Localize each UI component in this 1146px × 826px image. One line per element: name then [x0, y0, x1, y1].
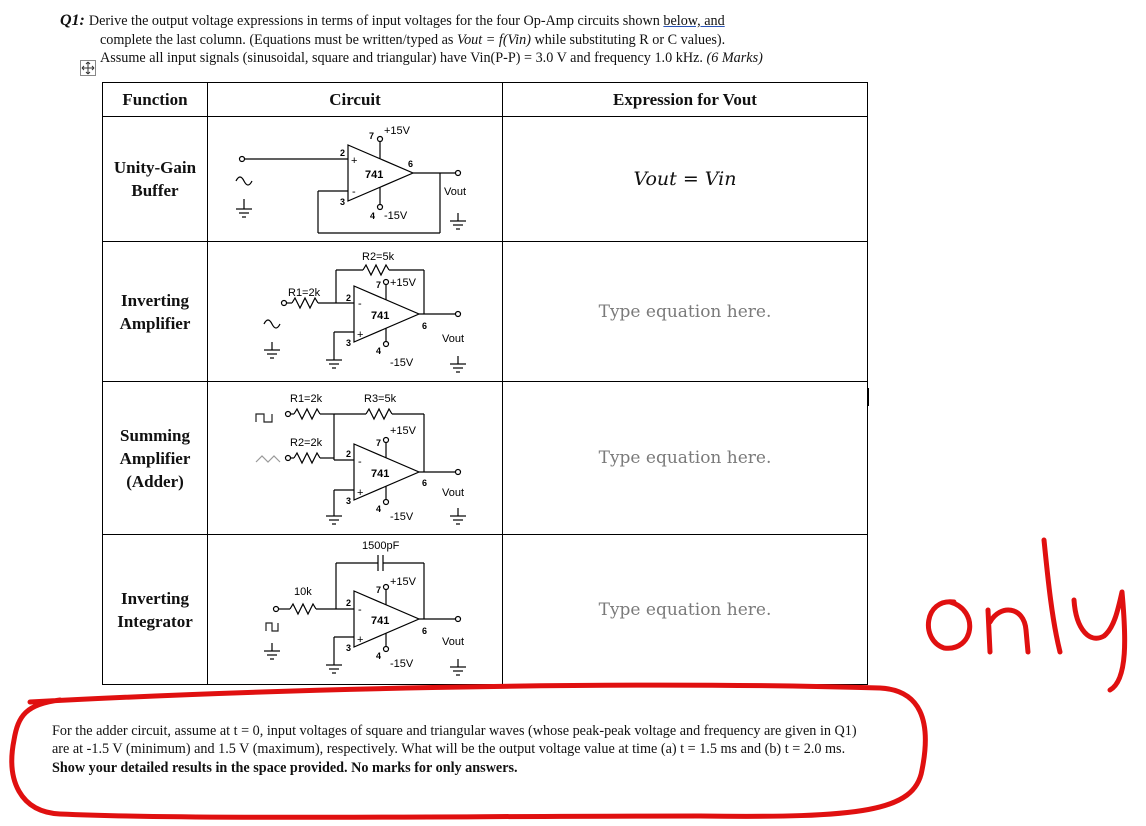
expression-equation[interactable]: Vout = Vin [633, 168, 737, 190]
pin-label: 7 [376, 585, 382, 595]
resistor-label: R1=2k [288, 287, 321, 299]
pin-label: 2 [340, 148, 346, 158]
header-function: Function [103, 83, 208, 117]
pin-label: 6 [408, 159, 414, 169]
question-formula: Vout = f(Vin) [456, 31, 531, 48]
header-expression: Expression for Vout [503, 83, 868, 117]
vneg-label: -15V [390, 658, 414, 670]
opamp-label: 741 [371, 615, 390, 627]
expression-cell[interactable] [503, 117, 868, 242]
opamp-label: 741 [365, 169, 384, 181]
minus-sign: - [358, 456, 362, 468]
vpos-label: +15V [384, 125, 410, 137]
pin-label: 6 [422, 478, 428, 488]
function-label: Inverting Amplifier [119, 290, 191, 333]
resistor-label: R2=2k [290, 437, 323, 449]
pin-label: 4 [376, 651, 382, 661]
circuit-cell [208, 535, 503, 685]
function-cell [103, 382, 208, 535]
move-arrows-icon [81, 61, 95, 75]
question-text-3: Assume all input signals (sinusoidal, square and triangular) have Vin(P-P) = 3.0 V and frequency 1.0 kHz. [100, 50, 703, 66]
resistor-label: R3=5k [364, 393, 397, 405]
question-link: below, and [663, 13, 725, 29]
note-text: For the adder circuit, assume at t = 0, input voltages of square and triangular waves (whose peak-peak voltage and frequency are given in Q1) are at -1.5 V (minimum) and 1.5 V (maximum), respectively. What will be the output voltage value at time (a) t = 1.5 ms and (b) t = 2.0 ms. [52, 723, 857, 758]
resistor-label: R2=5k [362, 251, 395, 263]
pin-label: 2 [346, 598, 352, 608]
equation-placeholder[interactable]: Type equation here. [598, 448, 772, 468]
pin-label: 3 [346, 496, 352, 506]
minus-sign: - [352, 186, 356, 198]
text-cursor [868, 388, 869, 406]
table-row [103, 242, 868, 382]
resistor-label: 10k [294, 586, 312, 598]
vpos-label: +15V [390, 425, 416, 437]
plus-sign: + [357, 634, 364, 646]
expression-cell[interactable] [503, 535, 868, 685]
header-circuit: Circuit [208, 83, 503, 117]
function-cell [103, 535, 208, 685]
question-line-1 [60, 12, 880, 31]
question-line-2 [60, 31, 880, 50]
plus-sign: + [351, 155, 358, 167]
question-label: Q1: [60, 12, 85, 29]
resistor-label: R1=2k [290, 393, 323, 405]
pin-label: 6 [422, 626, 428, 636]
plus-sign: + [357, 329, 364, 341]
function-cell [103, 242, 208, 382]
plus-sign: + [357, 487, 364, 499]
vpos-label: +15V [390, 576, 416, 588]
pin-label: 7 [376, 438, 382, 448]
question-marks: (6 Marks) [706, 50, 763, 66]
function-label: Unity-Gain Buffer [113, 158, 197, 200]
expression-cell[interactable] [503, 382, 868, 535]
vneg-label: -15V [390, 357, 414, 369]
pin-label: 2 [346, 293, 352, 303]
pin-label: 4 [370, 211, 376, 221]
pin-label: 4 [376, 346, 382, 356]
opamp-table [102, 82, 868, 685]
circuit-cell [208, 242, 503, 382]
vpos-label: +15V [390, 277, 416, 289]
minus-sign: - [358, 298, 362, 310]
pin-label: 4 [376, 504, 382, 514]
adder-note [52, 722, 874, 777]
handwritten-only [928, 540, 1124, 690]
circuit-cell [208, 117, 503, 242]
capacitor-label: 1500pF [362, 540, 400, 552]
question-text-2a: complete the last column. (Equations must be written/typed as [100, 31, 457, 48]
question-text-1: Derive the output voltage expressions in terms of input voltages for the four Op-Amp circuits shown [88, 13, 664, 29]
equation-placeholder[interactable]: Type equation here. [598, 301, 772, 322]
vneg-label: -15V [390, 511, 414, 523]
table-move-handle[interactable] [80, 60, 96, 76]
inverting-amplifier-circuit [208, 242, 502, 381]
vout-label: Vout [442, 333, 465, 345]
expression-cell[interactable] [503, 242, 868, 382]
pin-label: 7 [369, 131, 375, 141]
minus-sign: - [358, 604, 362, 616]
pin-label: 3 [346, 643, 352, 653]
note-bold-text: Show your detailed results in the space provided. No marks for only answers. [52, 759, 518, 776]
unity-buffer-circuit [208, 117, 502, 241]
vout-label: Vout [442, 636, 465, 648]
function-cell [103, 117, 208, 242]
function-label: Summing Amplifier (Adder) [119, 425, 191, 491]
question-header [60, 12, 880, 68]
summing-amplifier-circuit [208, 382, 502, 534]
table-row [103, 382, 868, 535]
pin-label: 3 [346, 338, 352, 348]
circuit-cell [208, 382, 503, 535]
opamp-label: 741 [371, 468, 390, 480]
opamp-label: 741 [371, 310, 390, 322]
pin-label: 3 [340, 197, 346, 207]
table-header-row [103, 83, 868, 117]
vout-label: Vout [442, 487, 465, 499]
table-row [103, 535, 868, 685]
equation-placeholder[interactable]: Type equation here. [598, 599, 772, 620]
vout-label: Vout [444, 186, 467, 198]
inverting-integrator-circuit [208, 535, 502, 684]
pin-label: 6 [422, 321, 428, 331]
pin-label: 2 [346, 449, 352, 459]
function-label: Inverting Integrator [117, 588, 193, 631]
question-text-2b: while substituting R or C values). [530, 31, 726, 48]
pin-label: 7 [376, 280, 382, 290]
question-line-3 [60, 49, 880, 68]
vneg-label: -15V [384, 210, 408, 222]
table-row [103, 117, 868, 242]
